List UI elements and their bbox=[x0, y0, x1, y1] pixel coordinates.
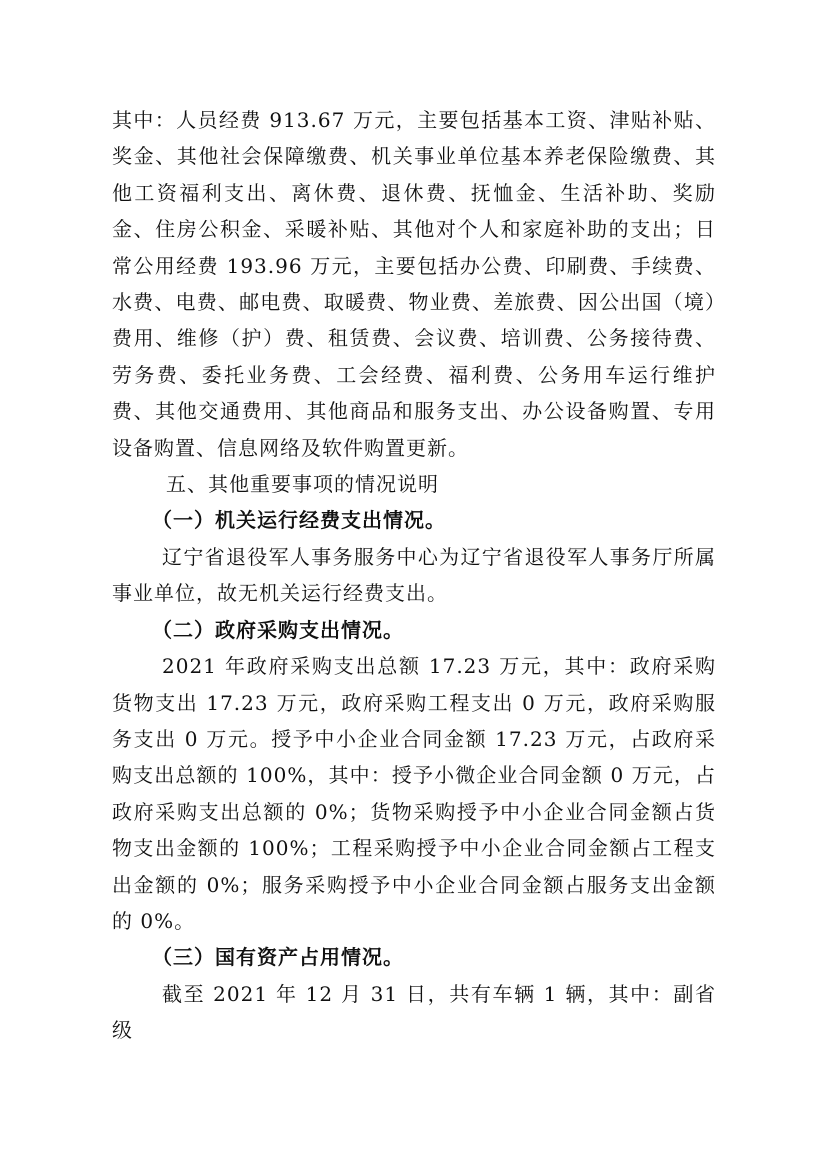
paragraph-personnel-and-public-expenses: 其中：人员经费 913.67 万元，主要包括基本工资、津贴补贴、奖金、其他社会保障缴费、机关事业单位基本养老保险缴费、其他工资福利支出、离休费、退休费、抚恤金、生活补助、奖励金、住房公积金、采暖补贴、其他对个人和家庭补助的支出；日常公用经费 193.96 万元，主要包括办公费、印刷费、手续费、水费、电费、邮电费、取暖费、物业费、差旅费、因公出国（境）费用、维修（护）费、租赁费、会议费、培训费、公务接待费、劳务费、委托业务费、工会经费、福利费、公务用车运行维护费、其他交通费用、其他商品和服务支出、办公设备购置、专用设备购置、信息网络及软件购置更新。 bbox=[112, 108, 716, 460]
paragraph-government-procurement: 2021 年政府采购支出总额 17.23 万元，其中：政府采购货物支出 17.23 万元，政府采购工程支出 0 万元，政府采购服务支出 0 万元。授予中小企业合同金额 17.23 万元，占政府采购支出总额的 100%，其中：授予小微企业合同金额 0 万元，占政府采购支出总额的 0%；货物采购授予中小企业合同金额占货物支出金额的 100%；工程采购授予中小企业合同金额占工程支出金额的 0%；服务采购授予中小企业合同金额占服务支出金额的 0%。 bbox=[112, 654, 716, 933]
section-heading-other-matters: 五、其他重要事项的情况说明 bbox=[166, 472, 439, 497]
document-body bbox=[112, 102, 716, 1049]
subheading-state-assets: （三）国有资产占用情况。 bbox=[152, 945, 404, 970]
subheading-agency-operating-expenses: （一）机关运行经费支出情况。 bbox=[152, 508, 446, 533]
paragraph-agency-operating-expenses: 辽宁省退役军人事务服务中心为辽宁省退役军人事务厅所属事业单位，故无机关运行经费支出。 bbox=[112, 544, 716, 606]
paragraph-state-assets: 截至 2021 年 12 月 31 日，共有车辆 1 辆，其中：副省级 bbox=[112, 981, 716, 1043]
subheading-government-procurement: （二）政府采购支出情况。 bbox=[152, 617, 404, 642]
